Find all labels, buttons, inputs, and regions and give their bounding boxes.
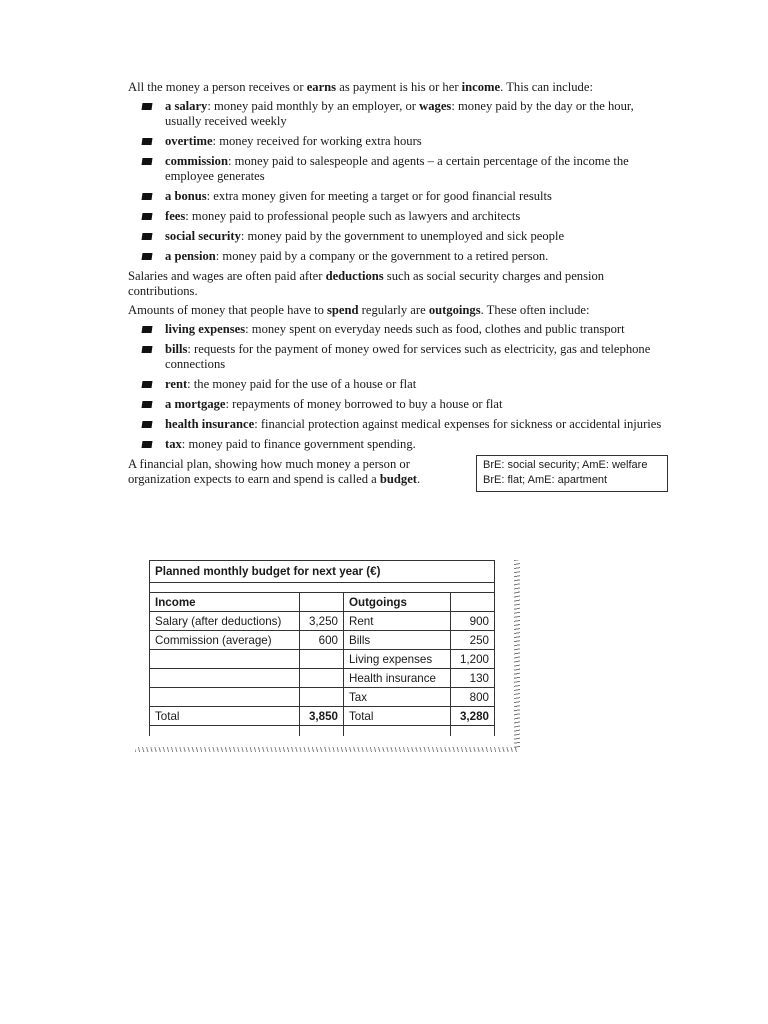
list-item: a bonus: extra money given for meeting a target or for good financial results (128, 189, 668, 204)
list-item: bills: requests for the payment of money owed for services such as electricity, gas and telephone connections (128, 342, 668, 372)
bullet-icon (142, 441, 153, 448)
table-row: Living expenses 1,200 (150, 650, 495, 669)
document-page (128, 80, 668, 489)
bullet-icon (142, 103, 153, 110)
bullet-icon (142, 233, 153, 240)
deductions-paragraph: Salaries and wages are often paid after deductions such as social security charges and pension contributions. (128, 269, 605, 298)
usage-note-line: BrE: social security; AmE: welfare (483, 459, 648, 471)
torn-edge-right (514, 560, 520, 750)
outgoings-paragraph: Amounts of money that people have to spend regularly are outgoings. These often include: (128, 303, 590, 317)
list-item: fees: money paid to professional people such as lawyers and architects (128, 209, 668, 224)
list-item: overtime: money received for working extra hours (128, 134, 668, 149)
bullet-icon (142, 253, 153, 260)
budget-paragraph: A financial plan, showing how much money a person or organization expects to earn and spend is called a budget. (128, 457, 421, 486)
bullet-icon (142, 213, 153, 220)
torn-edge-bottom (135, 747, 519, 752)
budget-figure (135, 553, 520, 753)
bullet-icon (142, 193, 153, 200)
list-item: living expenses: money spent on everyday needs such as food, clothes and public transport (128, 322, 668, 337)
list-item: a pension: money paid by a company or the government to a retired person. (128, 249, 668, 264)
table-total-row: Total 3,850 Total 3,280 (150, 707, 495, 726)
list-item: tax: money paid to finance government spending. (128, 437, 668, 452)
list-item: a mortgage: repayments of money borrowed to buy a house or flat (128, 397, 668, 412)
bullet-icon (142, 346, 153, 353)
list-item: rent: the money paid for the use of a house or flat (128, 377, 668, 392)
table-spacer-row (150, 583, 495, 593)
outgoings-list (128, 322, 668, 452)
intro-paragraph: All the money a person receives or earns as payment is his or her income. This can include: (128, 80, 593, 94)
income-list (128, 99, 668, 264)
usage-note-box (476, 455, 668, 492)
table-row: Health insurance 130 (150, 669, 495, 688)
budget-table (149, 560, 495, 736)
list-item: social security: money paid by the government to unemployed and sick people (128, 229, 668, 244)
table-title: Planned monthly budget for next year (€) (150, 561, 495, 583)
bullet-icon (142, 421, 153, 428)
list-item: commission: money paid to salespeople and agents – a certain percentage of the income the employee generates (128, 154, 668, 184)
table-trailing-row (150, 726, 495, 737)
outgoings-header: Outgoings (343, 593, 450, 612)
table-row: Salary (after deductions) 3,250 Rent 900 (150, 612, 495, 631)
bullet-icon (142, 381, 153, 388)
table-row: Tax 800 (150, 688, 495, 707)
income-header: Income (150, 593, 300, 612)
table-row: Commission (average) 600 Bills 250 (150, 631, 495, 650)
bullet-icon (142, 138, 153, 145)
budget-sentence-row (128, 457, 668, 489)
bullet-icon (142, 326, 153, 333)
table-header-row (150, 593, 495, 612)
table-title-row (150, 561, 495, 583)
list-item: health insurance: financial protection against medical expenses for sickness or accidental injuries (128, 417, 668, 432)
bullet-icon (142, 158, 153, 165)
list-item: a salary: money paid monthly by an employer, or wages: money paid by the day or the hour, usually received weekly (128, 99, 668, 129)
bullet-icon (142, 401, 153, 408)
usage-note-line: BrE: flat; AmE: apartment (483, 474, 608, 486)
